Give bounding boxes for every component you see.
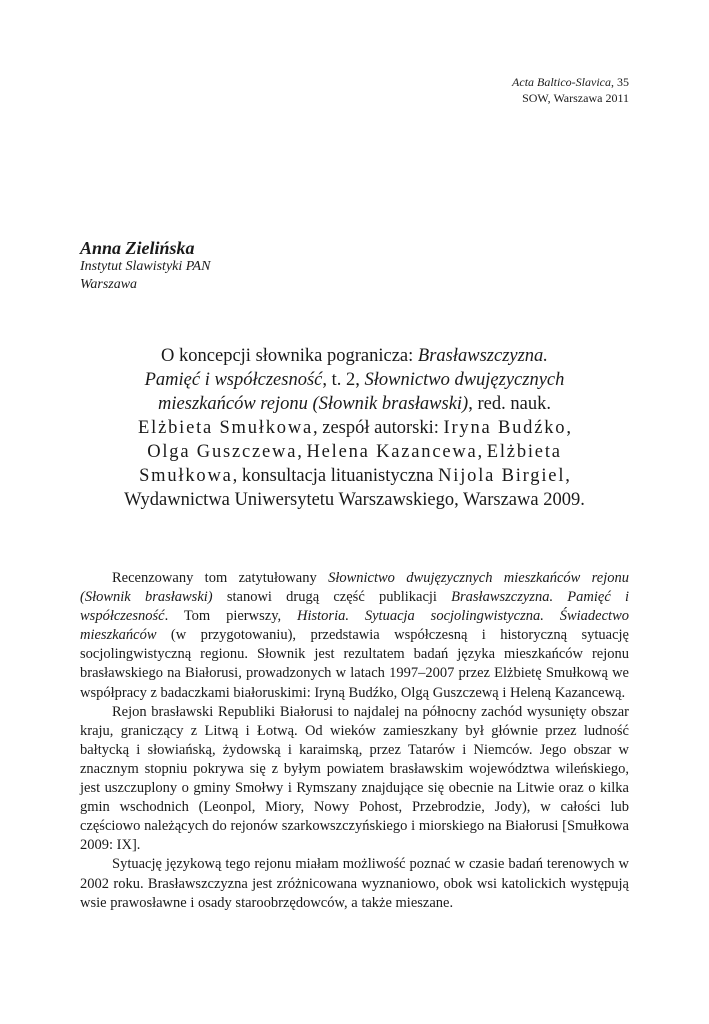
italic-run: Słownictwo dwujęzycznych mieszkańców rejonu (Słownik brasławski) (80, 570, 629, 606)
publisher-line: SOW, Warszawa 2011 (522, 91, 629, 105)
title-editor: Elżbieta Smułkowa (138, 418, 313, 438)
title-volume-name: mieszkańców rejonu (Słownik brasławski) (158, 394, 469, 414)
title-volume-name: Słownictwo dwujęzycznych (364, 370, 565, 390)
author-institute: Instytut Slawistyki PAN (80, 259, 211, 274)
review-body (80, 569, 629, 913)
text-run: Recenzowany tom zatytułowany (112, 570, 329, 586)
paragraph-2: Rejon brasławski Republiki Białorusi to najdalej na północny zachód wysunięty obszar kraju, graniczący z Litwą i Łotwą. Od wieków zamieszkany był głównie przez ludność bałtycką i słowiańską, żydowską i karaimską, przez Tatarów i Niemców. Jego obszar w znacznym stopniu pokrywa się z byłym powiatem brasławskim województwa wileńskiego, jest uszczuplony o gminy Smołwy i Rymszany znajdujące się obecnie na Litwie oraz o kilka gmin wschodnich (Leonpol, Miory, Nowy Pohost, Przebrodzie, Jody), w całości lub częściowo należących do rejonów szarkowszczyńskiego i miorskiego na Białorusi [Smułkowa 2009: IX]. (80, 703, 629, 854)
journal-volume: , 35 (611, 75, 629, 89)
title-text: , t. 2, (322, 370, 365, 390)
text-run: stanowi drugą część publikacji (212, 589, 452, 606)
title-text: , (477, 442, 487, 462)
journal-header (512, 74, 629, 106)
title-author: Olga Guszczewa (147, 442, 298, 462)
text-run: . Tom pierwszy, (164, 608, 298, 625)
author-city: Warszawa (80, 277, 138, 292)
author-name: Anna Zielińska (80, 238, 195, 258)
author-block (80, 238, 210, 294)
title-text: , (565, 466, 570, 486)
journal-citation (512, 74, 629, 90)
title-author: Iryna Budźko (443, 418, 567, 438)
title-author: Helena Kazancewa (306, 442, 478, 462)
title-author: Smułkowa (139, 466, 233, 486)
title-text: , zespół autorski: (313, 418, 444, 438)
paragraph-1 (80, 569, 629, 703)
review-title (80, 344, 629, 512)
title-author: Elżbieta (486, 442, 562, 462)
title-text: , (566, 418, 571, 438)
title-text: O koncepcji słownika pogranicza: (161, 346, 418, 366)
title-text: , red. nauk. (468, 394, 551, 414)
title-consultant: Nijola Birgiel (438, 466, 566, 486)
title-book-name: Brasławszczyzna. (417, 346, 548, 366)
title-text: , konsultacja lituanistyczna (232, 466, 439, 486)
title-book-subtitle: Pamięć i współczesność (144, 370, 323, 390)
paragraph-3: Sytuację językową tego rejonu miałam możliwość poznać w czasie badań terenowych w 2002 roku. Brasławszczyzna jest zróżnicowana wyznaniowo, obok wsi katolickich występują wsie prawosławne i osady staroobrzędowców, a także mieszane. (80, 856, 629, 911)
text-run: (w przygotowaniu), przedstawia współczesną i historyczną sytuację socjolingwistyczną regionu. Słownik jest rezultatem badań języka mieszkańców rejonu brasławskiego na Białorusi, prowadzonych w latach 1997–2007 przez Elżbietę Smułkową we współpracy z badaczkami białoruskimi: Iryną Budźko, Olgą Guszczewą i Heleną Kazancewą. (80, 627, 629, 701)
title-text: , (297, 442, 307, 462)
title-publisher: Wydawnictwa Uniwersytetu Warszawskiego, Warszawa 2009. (124, 490, 585, 510)
italic-run: Brasławszczyzna. Pamięć i współczesność (80, 589, 629, 625)
journal-title: Acta Baltico-Slavica (512, 75, 611, 89)
italic-run: Historia. Sytuacja socjolingwistyczna. Świadectwo mieszkańców (80, 608, 630, 644)
